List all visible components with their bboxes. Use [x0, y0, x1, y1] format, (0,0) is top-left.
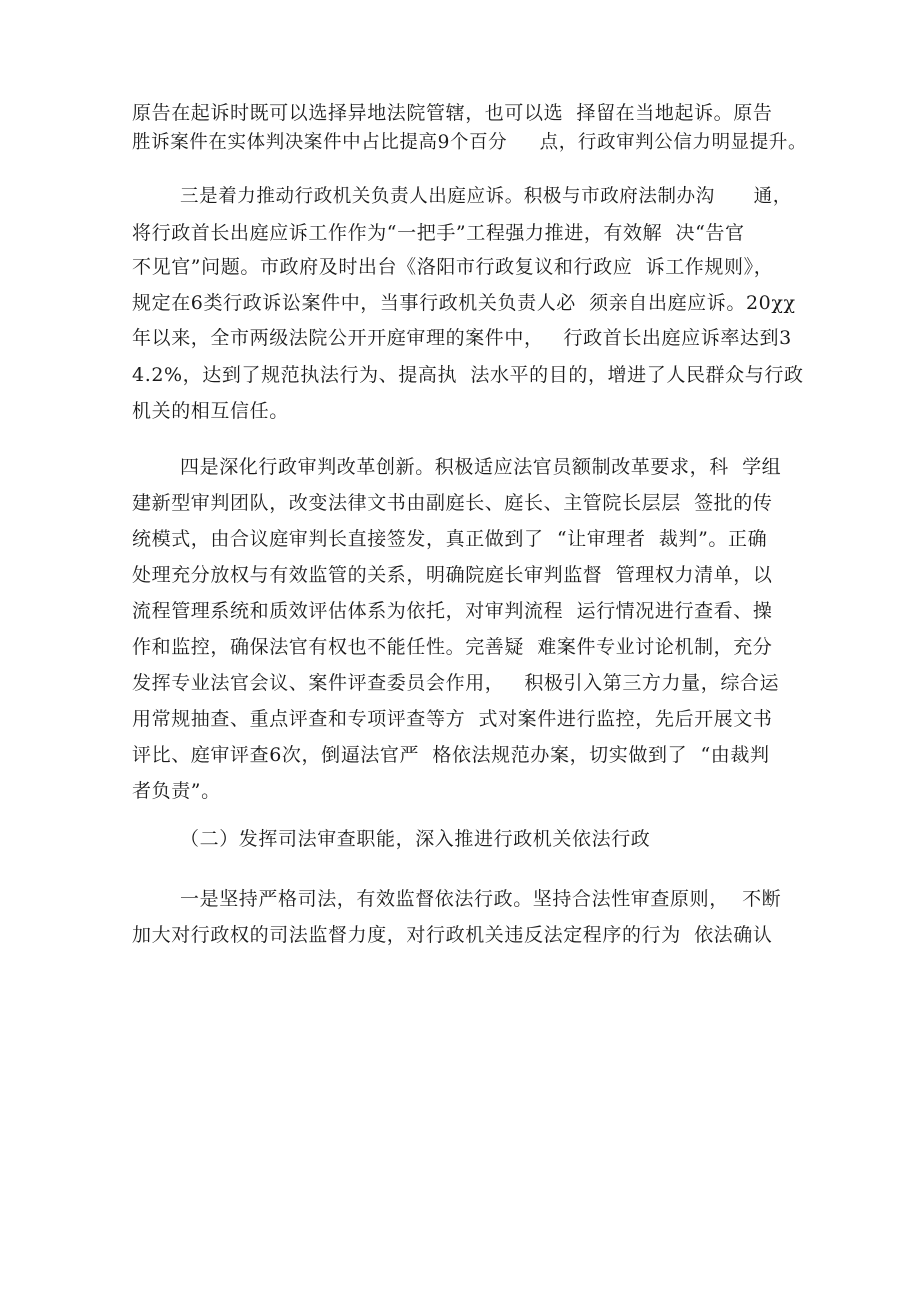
section-heading: （二）发挥司法审查职能，深入推进行政机关依法行政 [180, 828, 651, 850]
text-line: 统模式，由合议庭审判长直接签发，真正做到了 “让审理者 裁判”。正确 [132, 528, 768, 550]
text-line: 作和监控，确保法官有权也不能任性。完善疑 难案件专业讨论机制，充分 [132, 636, 773, 658]
text-line: 加大对行政权的司法监督力度，对行政机关违反法定程序的行为 依法确认 [132, 924, 773, 946]
text-line: 规定在6类行政诉讼案件中，当事行政机关负责人必 须亲自出庭应诉。20χχ [132, 292, 796, 314]
text-line: 发挥专业法官会议、案件评查委员会作用， 积极引入第三方力量，综合运 [132, 672, 780, 694]
text-line: 建新型审判团队，改变法律文书由副庭长、庭长、主管院长层层 签批的传 [132, 492, 773, 514]
text-line: 流程管理系统和质效评估体系为依托，对审判流程 运行情况进行查看、操 [132, 600, 773, 622]
text-line: 胜诉案件在实体判决案件中占比提高9个百分 点，行政审判公信力明显提升。 [132, 132, 808, 153]
text-line: 用常规抽查、重点评查和专项评查等方 式对案件进行监控，先后开展文书 [132, 708, 773, 730]
text-line: 机关的相互信任。 [132, 400, 289, 422]
text-line: 一是坚持严格司法，有效监督依法行政。坚持合法性审查原则， 不断 [180, 888, 782, 910]
text-line: 4.2%，达到了规范执法行为、提高执 法水平的目的，增进了人民群众与行政 [132, 364, 804, 386]
text-line: 四是深化行政审判改革创新。积极适应法官员额制改革要求，科 学组 [180, 456, 782, 478]
text-line: 将行政首长出庭应诉工作作为“一把手”工程强力推进，有效解 决“告官 [132, 222, 745, 244]
text-line: 三是着力推动行政机关负责人出庭应诉。积极与市政府法制办沟 通， [180, 186, 792, 207]
text-line: 原告在起诉时既可以选择异地法院管辖，也可以选 择留在当地起诉。原告 [132, 102, 773, 124]
text-line: 处理充分放权与有效监管的关系，明确院庭长审判监督 管理权力清单，以 [132, 564, 773, 586]
text-line: 者负责”。 [132, 780, 221, 802]
text-line: 评比、庭审评查6次，倒逼法官严 格依法规范办案，切实做到了 “由裁判 [132, 744, 770, 766]
text-line: 年以来，全市两级法院公开开庭审理的案件中， 行政首长出庭应诉率达到3 [132, 327, 792, 349]
text-line: 不见官”问题。市政府及时出台《洛阳市行政复议和行政应 诉工作规则》， [132, 256, 774, 278]
